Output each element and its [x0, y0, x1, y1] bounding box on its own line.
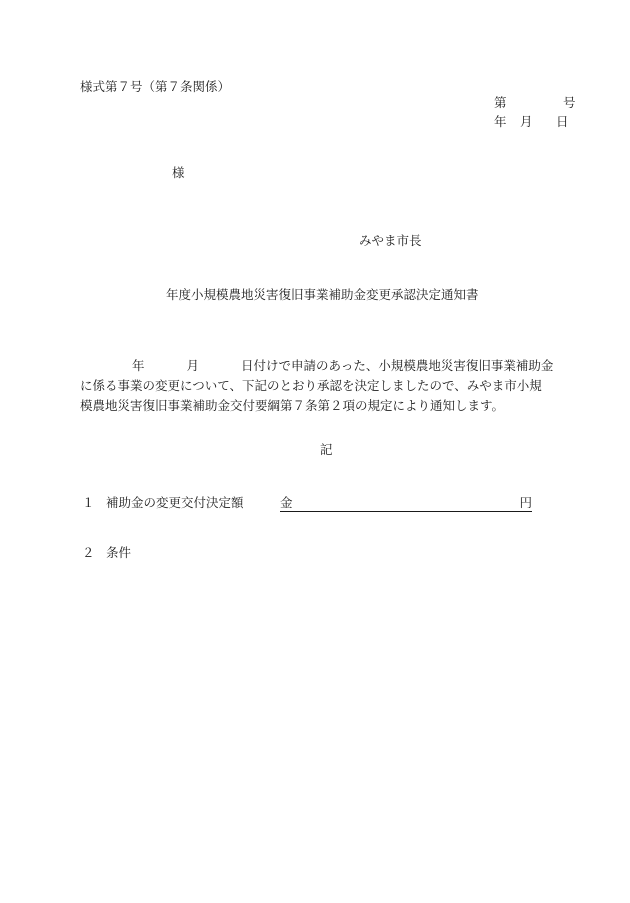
body-line-1: [80, 356, 575, 376]
item-2-label: 条件: [106, 545, 132, 560]
amount-prefix: 金: [280, 495, 293, 510]
body-paragraph: [80, 356, 575, 416]
body-line-2: に係る事業の変更について、下記のとおり承認を決定しましたので、みやま市小規: [80, 378, 542, 393]
ref-number-prefix: 第: [494, 95, 507, 110]
body-date-month: 月: [186, 358, 200, 373]
item-1-number: １: [82, 495, 95, 510]
date-month: 月: [520, 114, 533, 129]
document-title: 年度小規模農地災害復旧事業補助金変更承認決定通知書: [166, 287, 479, 302]
body-date-year: 年: [132, 358, 145, 373]
ref-number-suffix: 号: [563, 95, 576, 110]
amount-suffix: 円: [519, 495, 532, 510]
item-2-number: ２: [82, 545, 95, 560]
body-line-1-text: 日付けで申請のあった、小規模農地災害復旧事業補助金: [241, 358, 554, 373]
date-day: 日: [556, 114, 569, 129]
form-label: 様式第７号（第７条関係）: [80, 79, 231, 94]
amount-field: [280, 493, 532, 512]
body-line-3: 模農地災害復旧事業補助金交付要綱第７条第２項の規定により通知します。: [80, 398, 505, 413]
item-1-label: 補助金の変更交付決定額: [106, 495, 244, 510]
date-year: 年: [494, 114, 507, 129]
record-mark: 記: [320, 442, 333, 457]
addressee-suffix: 様: [172, 165, 185, 180]
issuer: みやま市長: [359, 233, 422, 248]
